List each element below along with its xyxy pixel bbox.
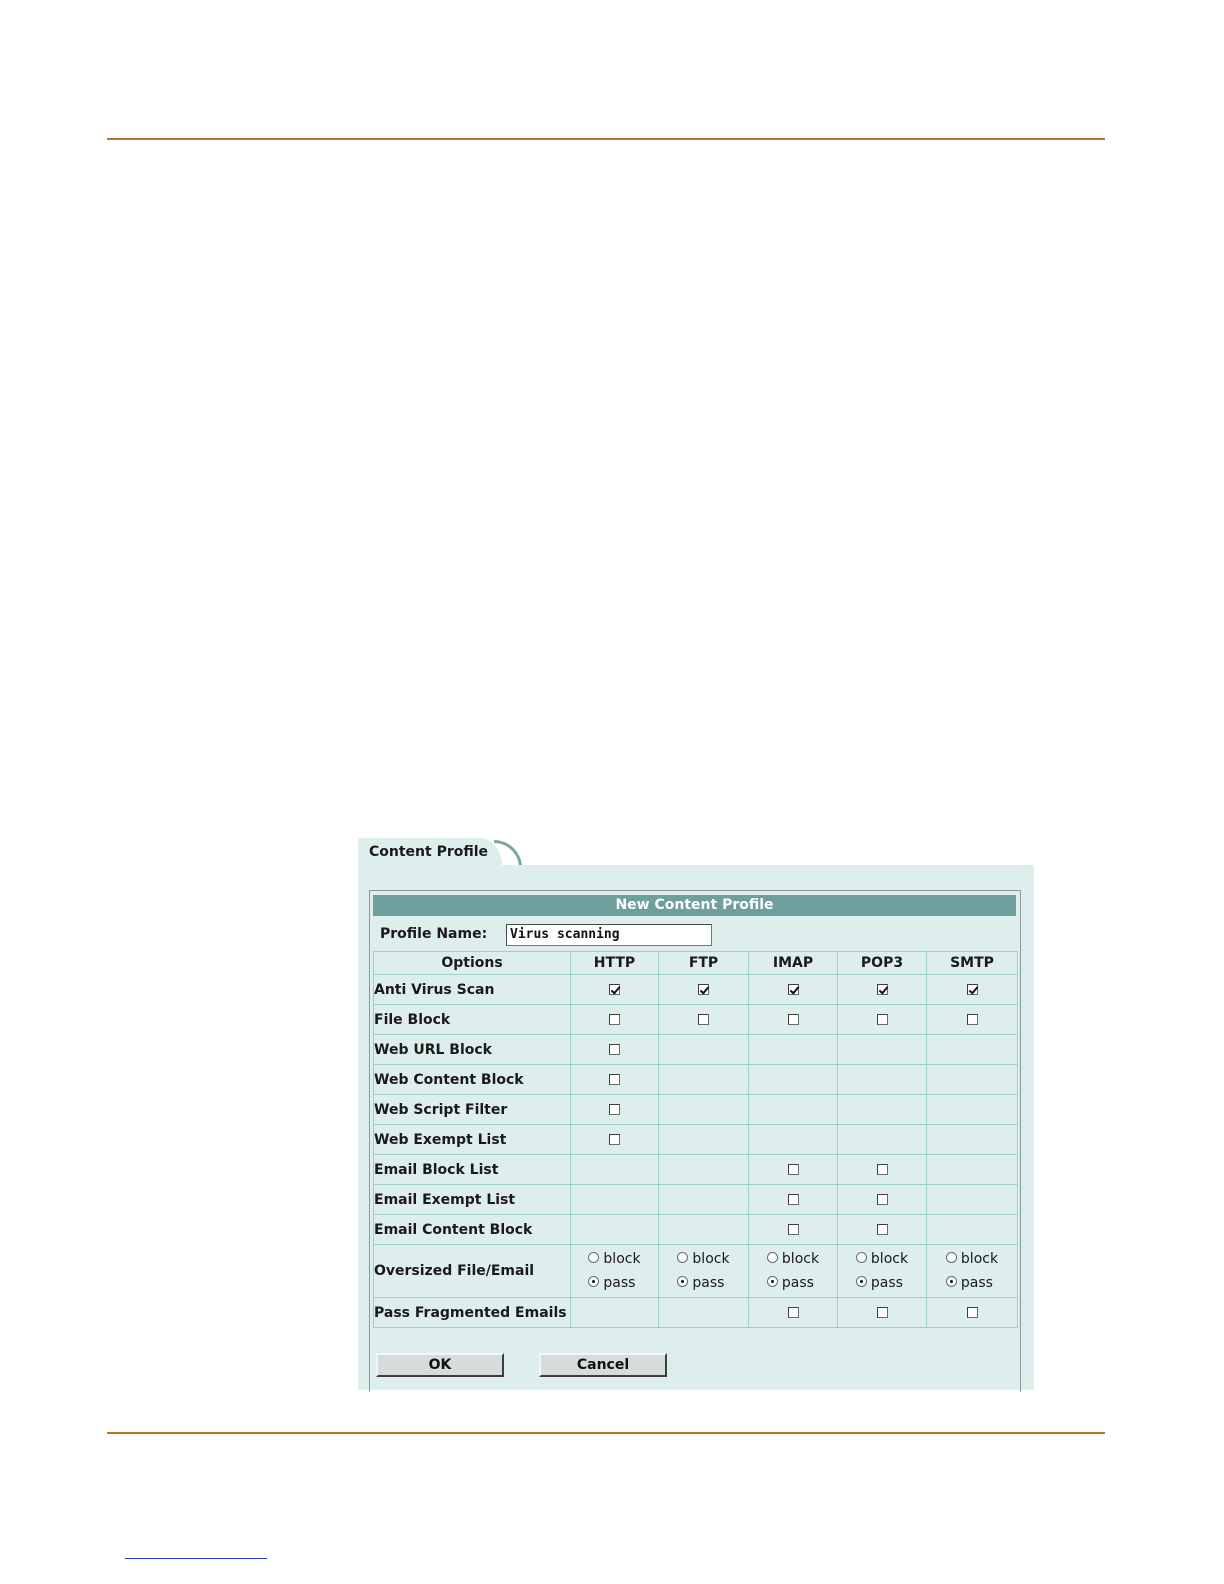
options-table [373, 951, 1018, 1328]
radio-pass[interactable] [677, 1276, 688, 1287]
table-row [374, 1035, 1018, 1065]
option-cell [571, 1095, 659, 1125]
checkbox[interactable] [609, 1104, 620, 1115]
radio-group [767, 1247, 819, 1295]
radio-label: block [870, 1251, 909, 1267]
radio-label: pass [603, 1275, 636, 1291]
radio-group [856, 1247, 908, 1295]
option-label: Web Exempt List [374, 1125, 571, 1155]
option-cell [927, 1245, 1018, 1298]
table-row [374, 1185, 1018, 1215]
option-cell [571, 975, 659, 1005]
radio-label: pass [692, 1275, 725, 1291]
option-cell [927, 1035, 1018, 1065]
checkbox[interactable] [788, 1014, 799, 1025]
option-cell [749, 1215, 838, 1245]
option-cell [749, 1245, 838, 1298]
radio-block[interactable] [767, 1252, 778, 1263]
option-cell [749, 1065, 838, 1095]
column-header: FTP [659, 952, 749, 975]
table-row [374, 1095, 1018, 1125]
table-row [374, 975, 1018, 1005]
radio-group [588, 1247, 640, 1295]
checkbox[interactable] [877, 1014, 888, 1025]
radio-label: pass [781, 1275, 814, 1291]
profile-name-input[interactable]: Virus scanning [506, 924, 712, 946]
table-header-row [374, 952, 1018, 975]
option-cell [927, 1125, 1018, 1155]
option-cell [571, 1185, 659, 1215]
radio-option-block[interactable] [767, 1247, 819, 1271]
form-title: New Content Profile [373, 895, 1016, 916]
radio-label: block [603, 1251, 641, 1267]
column-header: HTTP [571, 952, 659, 975]
radio-block[interactable] [946, 1252, 957, 1263]
option-cell [749, 1185, 838, 1215]
checkbox[interactable] [609, 1074, 620, 1085]
option-cell [571, 1065, 659, 1095]
option-cell [659, 1065, 749, 1095]
option-cell [659, 1245, 749, 1298]
option-cell [838, 1095, 927, 1125]
checkbox[interactable] [788, 1224, 799, 1235]
radio-option-block[interactable] [677, 1247, 729, 1271]
option-cell [927, 975, 1018, 1005]
option-label: File Block [374, 1005, 571, 1035]
radio-group [946, 1247, 998, 1295]
option-cell [749, 1125, 838, 1155]
checkbox[interactable] [788, 1307, 799, 1318]
option-label: Oversized File/Email [374, 1245, 571, 1298]
checkbox[interactable] [788, 1164, 799, 1175]
option-cell [838, 1125, 927, 1155]
radio-label: block [960, 1251, 999, 1267]
radio-option-block[interactable] [856, 1247, 908, 1271]
option-cell [571, 1005, 659, 1035]
tab-curve-decoration [494, 840, 522, 868]
option-cell [659, 1155, 749, 1185]
option-cell [749, 1298, 838, 1328]
option-label: Anti Virus Scan [374, 975, 571, 1005]
table-row [374, 1005, 1018, 1035]
checkbox[interactable] [609, 1014, 620, 1025]
option-label: Web Script Filter [374, 1095, 571, 1125]
checkbox[interactable] [609, 1044, 620, 1055]
option-cell [749, 1035, 838, 1065]
table-row [374, 1298, 1018, 1328]
radio-option-pass[interactable] [946, 1271, 998, 1295]
radio-pass[interactable] [588, 1276, 599, 1287]
option-cell [571, 1155, 659, 1185]
option-cell [927, 1005, 1018, 1035]
option-cell [659, 1298, 749, 1328]
option-cell [571, 1245, 659, 1298]
option-cell [927, 1155, 1018, 1185]
content-profile-panel [358, 838, 1034, 1390]
option-label: Web Content Block [374, 1065, 571, 1095]
radio-pass[interactable] [767, 1276, 778, 1287]
option-cell [659, 1005, 749, 1035]
option-cell [571, 1125, 659, 1155]
checkbox[interactable] [877, 1194, 888, 1205]
option-cell [838, 1215, 927, 1245]
option-cell [838, 1185, 927, 1215]
radio-label: pass [870, 1275, 903, 1291]
option-cell [749, 1095, 838, 1125]
radio-block[interactable] [677, 1252, 688, 1263]
option-cell [927, 1095, 1018, 1125]
checkbox[interactable] [967, 984, 978, 995]
page-footer-rule [107, 1432, 1105, 1434]
footer-link-underline[interactable] [125, 1558, 267, 1559]
option-cell [838, 1298, 927, 1328]
radio-option-pass[interactable] [677, 1271, 729, 1295]
checkbox[interactable] [877, 1224, 888, 1235]
radio-option-block[interactable] [588, 1247, 640, 1271]
option-cell [838, 1035, 927, 1065]
option-cell [659, 975, 749, 1005]
checkbox[interactable] [877, 1307, 888, 1318]
radio-block[interactable] [856, 1252, 867, 1263]
radio-pass[interactable] [856, 1276, 867, 1287]
table-body [374, 975, 1018, 1328]
checkbox[interactable] [877, 984, 888, 995]
option-cell [659, 1185, 749, 1215]
cancel-button[interactable]: Cancel [539, 1353, 667, 1377]
radio-option-pass[interactable] [767, 1271, 819, 1295]
radio-group [677, 1247, 729, 1295]
column-header: SMTP [927, 952, 1018, 975]
option-cell [571, 1298, 659, 1328]
column-header: Options [374, 952, 571, 975]
column-header: POP3 [838, 952, 927, 975]
ok-button[interactable]: OK [376, 1353, 504, 1377]
option-cell [659, 1215, 749, 1245]
option-cell [838, 975, 927, 1005]
radio-block[interactable] [588, 1252, 599, 1263]
checkbox[interactable] [698, 984, 709, 995]
radio-option-pass[interactable] [588, 1271, 640, 1295]
table-row [374, 1215, 1018, 1245]
option-cell [927, 1185, 1018, 1215]
table-row [374, 1125, 1018, 1155]
option-cell [838, 1155, 927, 1185]
radio-pass[interactable] [946, 1276, 957, 1287]
option-label: Web URL Block [374, 1035, 571, 1065]
checkbox[interactable] [698, 1014, 709, 1025]
option-cell [659, 1035, 749, 1065]
option-cell [927, 1298, 1018, 1328]
option-cell [927, 1065, 1018, 1095]
option-cell [749, 975, 838, 1005]
radio-label: block [692, 1251, 730, 1267]
option-label: Email Block List [374, 1155, 571, 1185]
radio-option-block[interactable] [946, 1247, 998, 1271]
option-label: Email Content Block [374, 1215, 571, 1245]
option-cell [927, 1215, 1018, 1245]
radio-option-pass[interactable] [856, 1271, 908, 1295]
profile-name-label: Profile Name: [380, 926, 488, 942]
option-cell [659, 1095, 749, 1125]
radio-label: block [781, 1251, 820, 1267]
page-header-rule [107, 138, 1105, 140]
option-cell [838, 1065, 927, 1095]
option-cell [749, 1005, 838, 1035]
tab-label: Content Profile [369, 844, 489, 860]
checkbox[interactable] [788, 1194, 799, 1205]
option-label: Email Exempt List [374, 1185, 571, 1215]
table-row [374, 1155, 1018, 1185]
option-cell [749, 1155, 838, 1185]
checkbox[interactable] [609, 1134, 620, 1145]
radio-label: pass [960, 1275, 993, 1291]
checkbox[interactable] [609, 984, 620, 995]
option-cell [659, 1125, 749, 1155]
column-header: IMAP [749, 952, 838, 975]
checkbox[interactable] [967, 1014, 978, 1025]
option-cell [571, 1215, 659, 1245]
table-row [374, 1245, 1018, 1298]
option-label: Pass Fragmented Emails [374, 1298, 571, 1328]
option-cell [571, 1035, 659, 1065]
option-cell [838, 1245, 927, 1298]
table-row [374, 1065, 1018, 1095]
tab-content-profile[interactable] [358, 838, 502, 866]
checkbox[interactable] [967, 1307, 978, 1318]
checkbox[interactable] [877, 1164, 888, 1175]
option-cell [838, 1005, 927, 1035]
checkbox[interactable] [788, 984, 799, 995]
